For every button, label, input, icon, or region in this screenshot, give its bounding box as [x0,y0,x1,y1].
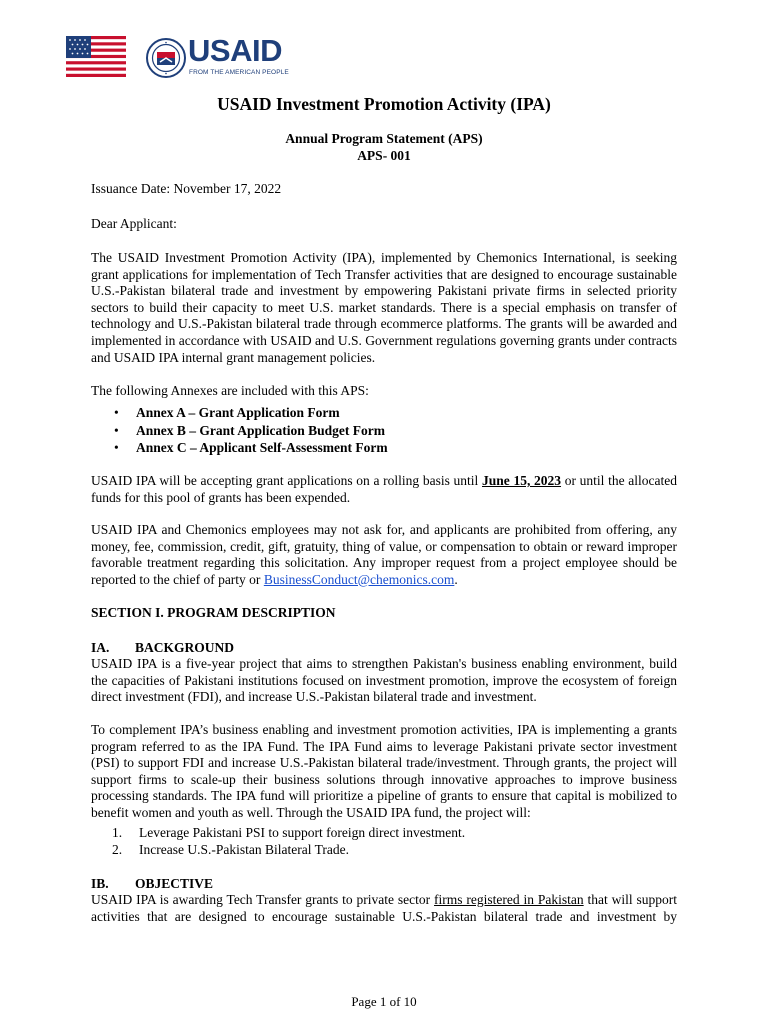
usaid-wordmark: USAID [188,33,282,68]
business-conduct-email-link[interactable]: BusinessConduct@chemonics.com [263,571,455,587]
usaid-seal-icon [146,38,186,78]
background-paragraph-2: To complement IPA’s business enabling and investment promotion activities, IPA is implementing a grants program referred to as the IPA Fund. The IPA Fund aims to leverage Pakistani private sector investment (PSI) to support FDI and increase U.S.-Pakistan bilateral trade/investment. Through grants, the project will support firms to scale-up their business solutions through innovative approaches to improve business processing standards. The IPA fund will prioritize a pipeline of grants to ensure that capital is mobilized to benefit women and youth as well. Through the USAID IPA fund, the project will: [91,722,677,820]
section-heading: SECTION I. PROGRAM DESCRIPTION [91,605,336,620]
goal-item [91,825,677,842]
annex-list [91,404,677,457]
page-number: Page 1 of 10 [351,994,417,1009]
annex-item: • Annex B – Grant Application Budget Form [91,422,677,440]
subsection-number: IA. [91,640,110,655]
deadline-text: USAID IPA will be accepting grant applications on a rolling basis until [91,473,482,488]
aps-number: APS- 001 [357,148,411,163]
ethics-paragraph: USAID IPA and Chemonics employees may not ask for, and applicants are prohibited from offering, any money, fee, commission, credit, gift, gratuity, thing of value, or compensation to obtain or reward improper favorable treatment regarding this solicitation. Any improper request from a project employee should be reported to the chief of party or BusinessConduct@chemonics.com. [91,522,677,587]
deadline-date: June 15, 2023 [482,473,562,488]
annex-item: • Annex A – Grant Application Form [91,404,677,422]
objective-paragraph [91,892,677,925]
ethics-text: USAID IPA and Chemonics employees may not ask for, and applicants are prohibited from offering, any money, fee, commission, credit, gift, gratuity, thing of value, or compensation to obtain or reward improper favorable treatment regarding this solicitation. Any improper request from a project employee should be reported to the chief of party or [91,522,677,587]
issuance-date: Issuance Date: November 17, 2022 [91,181,282,196]
goal-item [91,842,677,859]
goal-number: 2. [112,841,123,857]
objective-text: USAID IPA is awarding Tech Transfer grants to private sector [91,892,435,907]
annex-item: • Annex C – Applicant Self-Assessment Form [91,439,677,457]
goals-list [91,825,677,858]
subsection-number: IB. [91,876,109,891]
usaid-tagline: FROM THE AMERICAN PEOPLE [189,69,289,76]
objective-underlined: firms registered in Pakistan [434,892,584,907]
us-flag-icon [66,36,126,77]
intro-paragraph: The USAID Investment Promotion Activity (IPA), implemented by Chemonics International, is seeking grant applications for implementation of Tech Transfer activities that are designed to encourage sustainable U.S.-Pakistan bilateral trade and investment by empowering Pakistani private firms in selected priority sectors to build their capacity to meet U.S. market standards. There is a special emphasis on transfer of technology and U.S.-Pakistan bilateral trade through ecommerce platforms. The grants will be awarded and implemented in accordance with USAID and U.S. Government regulations governing grants under contracts and USAID IPA internal grant management policies. [91,250,677,365]
deadline-text-end: or until the allocated funds for this pool of grants has been expended. [91,473,677,505]
subsection-title: BACKGROUND [135,640,235,655]
document-title: USAID Investment Promotion Activity (IPA) [217,94,551,114]
salutation: Dear Applicant: [91,216,177,231]
subsection-heading-ia [91,640,677,657]
objective-text-end: that will support activities that are designed to encourage sustainable U.S.-Pakistan bilateral trade and investment by [91,892,678,924]
background-paragraph-1: USAID IPA is a five-year project that aims to strengthen Pakistan's business enabling environment, build the capacities of Pakistani institutions focused on investment promotion, improve the ecosystem of foreign direct investment (FDI), and increase U.S.-Pakistan bilateral trade and investment. [91,656,677,705]
subsection-heading-ib [91,876,677,893]
goal-text: Leverage Pakistani PSI to support foreign direct investment. [139,825,466,840]
subsection-title: OBJECTIVE [135,876,214,891]
aps-subtitle: Annual Program Statement (APS) [285,131,483,146]
goal-text: Increase U.S.-Pakistan Bilateral Trade. [139,841,349,857]
deadline-paragraph [91,473,677,506]
goal-number: 1. [112,825,123,840]
usaid-logo [58,24,296,90]
annex-intro: The following Annexes are included with this APS: [91,383,369,398]
